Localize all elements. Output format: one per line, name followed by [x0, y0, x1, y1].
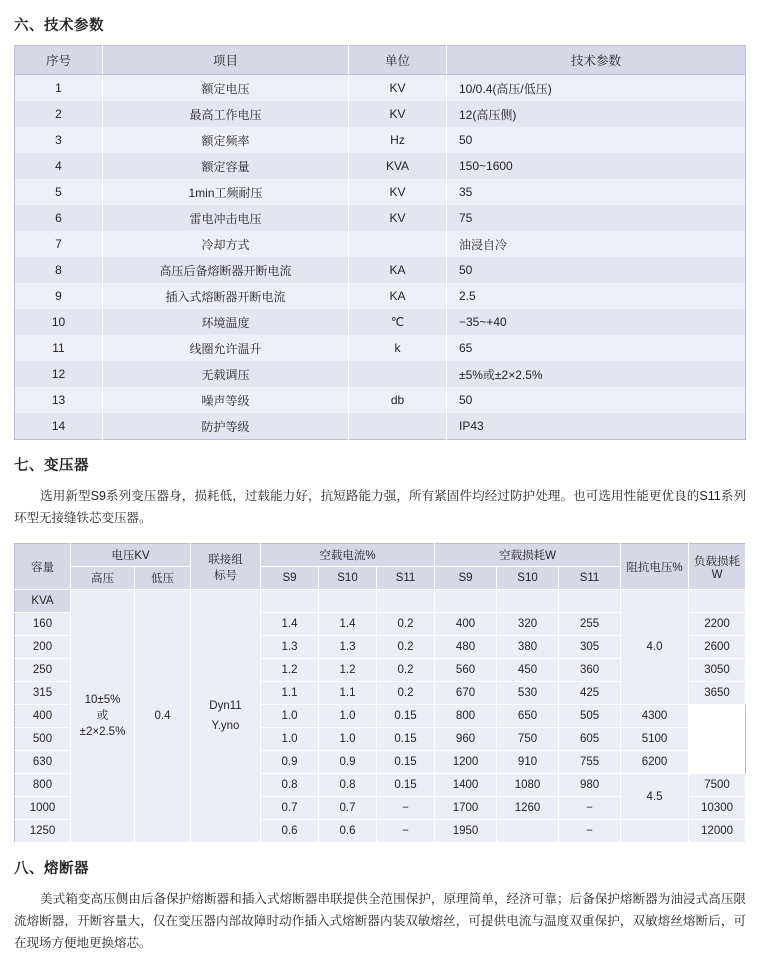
cell-loss-s9: 1700 [435, 797, 497, 820]
cell-unit [349, 361, 447, 387]
cell-value: 75 [447, 205, 746, 231]
cell-current-s9: 1.1 [261, 682, 319, 705]
table-row [15, 75, 746, 102]
cell-current-s11: 0.2 [377, 659, 435, 682]
cell-no: 3 [15, 127, 103, 153]
cell-capacity: 315 [15, 682, 71, 705]
cell-loss-s9: 1950 [435, 820, 497, 843]
cell-capacity: 250 [15, 659, 71, 682]
table-header-row-3 [15, 590, 746, 613]
cell-impedance-blank [621, 820, 689, 843]
cell-no: 14 [15, 413, 103, 440]
cell-current-s10: 0.9 [319, 751, 377, 774]
column-header-no: 序号 [15, 46, 103, 75]
cell-current-s9: 0.6 [261, 820, 319, 843]
cell-impedance-2: 4.5 [621, 774, 689, 820]
column-header-current-s10: S10 [319, 567, 377, 590]
cell-current-s10: 1.4 [319, 613, 377, 636]
cell-value: IP43 [447, 413, 746, 440]
cell-capacity: 1000 [15, 797, 71, 820]
table-row [15, 179, 746, 205]
cell-current-s11: 0.2 [377, 636, 435, 659]
table-row [15, 361, 746, 387]
cell-loss-s11: 305 [559, 636, 621, 659]
cell-current-s9: 0.9 [261, 751, 319, 774]
table-row [15, 413, 746, 440]
cell-loss-s10: 1260 [497, 797, 559, 820]
group-label-1: 联接组 [208, 553, 243, 566]
cell-item: 额定电压 [103, 75, 349, 102]
table-row [15, 309, 746, 335]
cell-value: 50 [447, 127, 746, 153]
cell-current-s11: − [377, 797, 435, 820]
cell-unit: KV [349, 205, 447, 231]
cell-loss-s9: 1400 [435, 774, 497, 797]
cell-no: 7 [15, 231, 103, 257]
table-row [15, 335, 746, 361]
cell-loss-s11: − [559, 797, 621, 820]
cell-capacity: 500 [15, 728, 71, 751]
cell-current-s10: 1.1 [319, 682, 377, 705]
cell-item: 无载调压 [103, 361, 349, 387]
column-header-no-load-current: 空载电流% [261, 544, 435, 567]
cell-loss-s11: 755 [559, 751, 621, 774]
cell-loss-s9: 960 [435, 728, 497, 751]
column-header-voltage-high: 高压 [71, 567, 135, 590]
cell-no: 2 [15, 101, 103, 127]
column-header-loss-s11: S11 [559, 567, 621, 590]
table-row [15, 205, 746, 231]
cell-loss-s10 [497, 820, 559, 843]
cell-loss-s10: 910 [497, 751, 559, 774]
column-header-load-loss: 负载损耗W [689, 544, 746, 590]
transformer-spec-table [14, 543, 746, 843]
cell-unit: Hz [349, 127, 447, 153]
cell-load-loss: 10300 [689, 797, 746, 820]
column-header-capacity [15, 544, 71, 590]
cell-no: 13 [15, 387, 103, 413]
cell-current-s9: 1.0 [261, 728, 319, 751]
column-header-capacity-unit: KVA [15, 590, 71, 613]
cell-capacity: 630 [15, 751, 71, 774]
column-header-loss-s10: S10 [497, 567, 559, 590]
cell-current-s11: 0.15 [377, 751, 435, 774]
cell-no: 10 [15, 309, 103, 335]
group-label-2: 标号 [214, 569, 237, 582]
cell-loss-s9: 400 [435, 613, 497, 636]
cell-item: 高压后备熔断器开断电流 [103, 257, 349, 283]
cell-item: 额定容量 [103, 153, 349, 179]
table-row [15, 231, 746, 257]
section-heading-transformer: 七、变压器 [14, 458, 89, 474]
cell-value: 12(高压侧) [447, 101, 746, 127]
cell-loss-s11: 360 [559, 659, 621, 682]
cell-no: 11 [15, 335, 103, 361]
cell-loss-s11: 605 [559, 728, 621, 751]
cell-spacer-6 [559, 590, 621, 613]
cell-current-s11: 0.15 [377, 774, 435, 797]
column-header-unit: 单位 [349, 46, 447, 75]
cell-item: 插入式熔断器开断电流 [103, 283, 349, 309]
cell-loss-s11: − [559, 820, 621, 843]
section-heading-tech: 六、技术参数 [14, 18, 104, 34]
column-header-current-s9: S9 [261, 567, 319, 590]
cell-no: 9 [15, 283, 103, 309]
cell-spacer-1 [261, 590, 319, 613]
cell-capacity: 800 [15, 774, 71, 797]
cell-current-s11: 0.15 [377, 728, 435, 751]
cell-load-loss: 5100 [621, 728, 689, 751]
transformer-paragraph-text: 选用新型S9系列变压器身，损耗低，过载能力好，抗短路能力强，所有紧固件均经过防护处理。也可选用性能更优良的S11系列环型无接缝铁芯变压器。 [14, 489, 746, 525]
cell-unit: db [349, 387, 447, 413]
cell-unit: KA [349, 283, 447, 309]
cell-item: 额定频率 [103, 127, 349, 153]
voltage-high-line2: 或 [96, 710, 109, 722]
cell-current-s9: 0.8 [261, 774, 319, 797]
cell-current-s10: 1.0 [319, 705, 377, 728]
cell-item: 1min工频耐压 [103, 179, 349, 205]
cell-no: 1 [15, 75, 103, 102]
cell-value: ±5%或±2×2.5% [447, 361, 746, 387]
cell-unit: ℃ [349, 309, 447, 335]
column-header-loss-s9: S9 [435, 567, 497, 590]
group-value-2: Y.yno [211, 720, 240, 732]
column-header-voltage-low: 低压 [135, 567, 191, 590]
voltage-high-line3: ±2×2.5% [79, 726, 126, 738]
cell-unit [349, 231, 447, 257]
cell-load-loss: 6200 [621, 751, 689, 774]
cell-no: 6 [15, 205, 103, 231]
cell-voltage-high [71, 590, 135, 843]
cell-item: 环境温度 [103, 309, 349, 335]
voltage-high-line1: 10±5% [84, 694, 121, 706]
transformer-paragraph [14, 485, 746, 529]
cell-no: 4 [15, 153, 103, 179]
column-header-impedance: 阻抗电压% [621, 544, 689, 590]
cell-item: 雷电冲击电压 [103, 205, 349, 231]
cell-current-s9: 1.2 [261, 659, 319, 682]
fuse-paragraph-text: 美式箱变高压侧由后备保护熔断器和插入式熔断器串联提供全范围保护，原理简单，经济可靠；后备保护熔断器为油浸式高压限流熔断器，开断容量大，仅在变压器内部故障时动作插入式熔断器内装双敏熔丝，可提供电流与温度双重保护，双敏熔丝熔断后，可在现场方便地更换熔芯。 [14, 892, 746, 950]
cell-loss-s10: 450 [497, 659, 559, 682]
cell-unit [349, 413, 447, 440]
cell-load-loss: 12000 [689, 820, 746, 843]
cell-value: 油浸自冷 [447, 231, 746, 257]
cell-value: 2.5 [447, 283, 746, 309]
cell-unit: KV [349, 101, 447, 127]
cell-current-s9: 1.3 [261, 636, 319, 659]
column-header-item: 项目 [103, 46, 349, 75]
cell-item: 噪声等级 [103, 387, 349, 413]
cell-unit: KV [349, 179, 447, 205]
cell-load-loss: 7500 [689, 774, 746, 797]
cell-value: 65 [447, 335, 746, 361]
cell-item: 最高工作电压 [103, 101, 349, 127]
cell-current-s10: 1.0 [319, 728, 377, 751]
cell-value: 150~1600 [447, 153, 746, 179]
cell-capacity: 1250 [15, 820, 71, 843]
cell-spacer-7 [689, 590, 746, 613]
cell-value: 50 [447, 257, 746, 283]
cell-load-loss: 3650 [689, 682, 746, 705]
table-row [15, 283, 746, 309]
cell-loss-s10: 320 [497, 613, 559, 636]
cell-value: 10/0.4(高压/低压) [447, 75, 746, 102]
table-header-row-1 [15, 544, 746, 567]
cell-spacer-4 [435, 590, 497, 613]
cell-no: 5 [15, 179, 103, 205]
column-header-voltage: 电压KV [71, 544, 191, 567]
cell-loss-s11: 255 [559, 613, 621, 636]
cell-impedance-1: 4.0 [621, 590, 689, 705]
cell-no: 8 [15, 257, 103, 283]
tech-parameters-table [14, 45, 746, 440]
cell-value: 50 [447, 387, 746, 413]
cell-capacity: 200 [15, 636, 71, 659]
cell-item: 冷却方式 [103, 231, 349, 257]
cell-load-loss: 2200 [689, 613, 746, 636]
cell-loss-s11: 425 [559, 682, 621, 705]
cell-unit: KVA [349, 153, 447, 179]
cell-current-s9: 1.0 [261, 705, 319, 728]
cell-spacer-5 [497, 590, 559, 613]
table-header-row [15, 46, 746, 75]
cell-voltage-low: 0.4 [135, 590, 191, 843]
cell-current-s10: 1.3 [319, 636, 377, 659]
cell-current-s9: 1.4 [261, 613, 319, 636]
table-row [15, 387, 746, 413]
cell-loss-s10: 380 [497, 636, 559, 659]
cell-load-loss: 2600 [689, 636, 746, 659]
column-header-no-load-loss: 空载损耗W [435, 544, 621, 567]
capacity-label: 容量 [31, 561, 54, 574]
fuse-paragraph [14, 888, 746, 954]
cell-current-s10: 1.2 [319, 659, 377, 682]
cell-loss-s10: 750 [497, 728, 559, 751]
section-heading-fuse: 八、熔断器 [14, 861, 89, 877]
table-row [15, 257, 746, 283]
column-header-group [191, 544, 261, 590]
column-header-current-s11: S11 [377, 567, 435, 590]
cell-unit: KA [349, 257, 447, 283]
cell-loss-s9: 560 [435, 659, 497, 682]
cell-loss-s10: 530 [497, 682, 559, 705]
table-row [15, 101, 746, 127]
cell-unit: k [349, 335, 447, 361]
cell-loss-s11: 980 [559, 774, 621, 797]
column-header-value: 技术参数 [447, 46, 746, 75]
cell-current-s9: 0.7 [261, 797, 319, 820]
group-value-1: Dyn11 [209, 700, 242, 712]
cell-current-s11: 0.2 [377, 613, 435, 636]
cell-loss-s9: 1200 [435, 751, 497, 774]
cell-spacer-3 [377, 590, 435, 613]
table-row [15, 127, 746, 153]
cell-loss-s11: 505 [559, 705, 621, 728]
cell-value: −35~+40 [447, 309, 746, 335]
cell-loss-s9: 800 [435, 705, 497, 728]
cell-current-s10: 0.8 [319, 774, 377, 797]
cell-loss-s10: 1080 [497, 774, 559, 797]
cell-current-s10: 0.6 [319, 820, 377, 843]
cell-value: 35 [447, 179, 746, 205]
cell-current-s11: − [377, 820, 435, 843]
cell-capacity: 160 [15, 613, 71, 636]
cell-item: 防护等级 [103, 413, 349, 440]
cell-loss-s10: 650 [497, 705, 559, 728]
cell-current-s10: 0.7 [319, 797, 377, 820]
cell-capacity: 400 [15, 705, 71, 728]
cell-load-loss: 3050 [689, 659, 746, 682]
table-row [15, 153, 746, 179]
cell-current-s11: 0.2 [377, 682, 435, 705]
cell-load-loss: 4300 [621, 705, 689, 728]
cell-no: 12 [15, 361, 103, 387]
cell-group [191, 590, 261, 843]
cell-item: 线圈允许温升 [103, 335, 349, 361]
cell-loss-s9: 480 [435, 636, 497, 659]
cell-spacer-2 [319, 590, 377, 613]
cell-unit: KV [349, 75, 447, 102]
cell-loss-s9: 670 [435, 682, 497, 705]
cell-current-s11: 0.15 [377, 705, 435, 728]
